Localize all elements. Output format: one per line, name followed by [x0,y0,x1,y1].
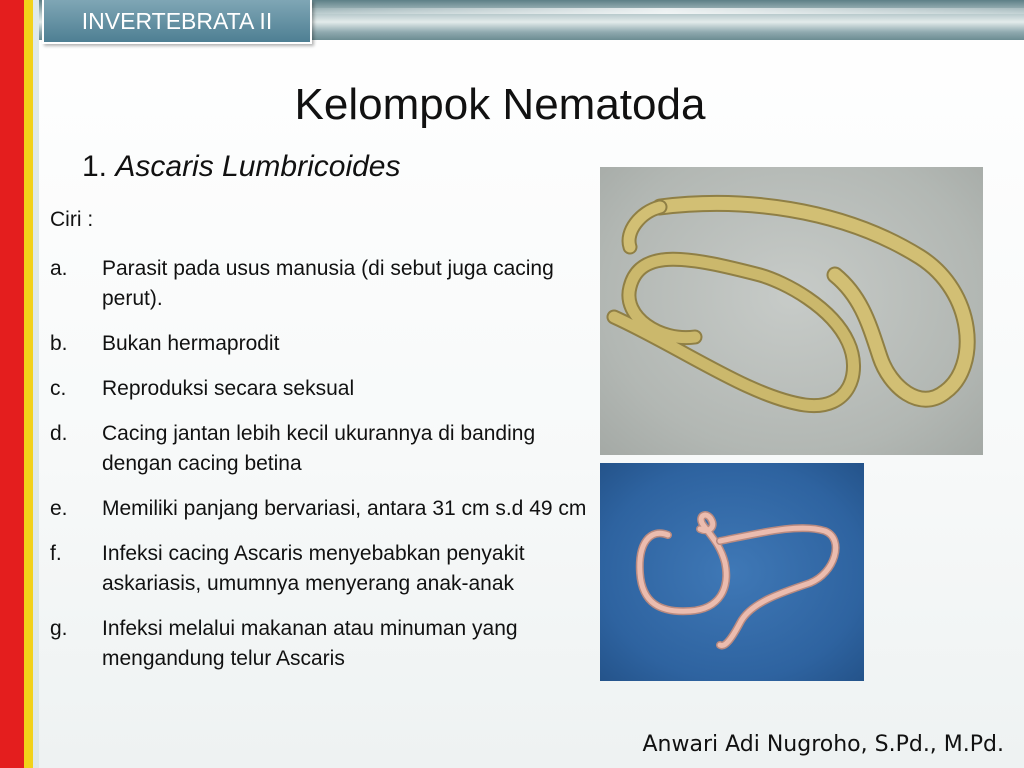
list-item [50,419,590,479]
list-item [50,329,590,359]
yellow-worm-illustration [600,167,983,455]
list-item-text: Infeksi melalui makanan atau minuman yang mengandung telur Ascaris [102,617,518,670]
list-item-text: Reproduksi secara seksual [102,377,355,400]
list-item-marker: b. [50,332,68,355]
list-item-marker: d. [50,422,68,445]
left-yellow-stripe [24,0,33,768]
list-item [50,254,590,314]
list-item-text: Infeksi cacing Ascaris menyebabkan penyakit askariasis, umumnya menyerang anak-anak [102,542,525,595]
list-item-marker: c. [50,377,67,400]
slide-title: Kelompok Nematoda [294,80,706,129]
ascaris-worm-photo-gray [600,167,983,455]
subtitle-species-name: Ascaris Lumbricoides [115,150,401,183]
top-header-highlight [310,8,1024,14]
left-teal-stripe [33,0,39,768]
ascaris-worm-photo-blue [600,463,864,681]
list-item-text: Bukan hermaprodit [102,332,280,355]
slide-subtitle [82,150,400,184]
subtitle-number: 1. [82,150,108,183]
characteristics-list [50,254,590,689]
list-item-marker: f. [50,542,62,565]
list-item-text: Memiliki panjang bervariasi, antara 31 cm s.d 49 cm [102,497,587,520]
pink-worm-illustration [600,463,864,681]
list-item [50,614,590,674]
list-item-marker: a. [50,257,68,280]
list-item [50,494,590,524]
list-item-marker: g. [50,617,68,640]
list-item-marker: e. [50,497,68,520]
author-credit: Anwari Adi Nugroho, S.Pd., M.Pd. [642,732,1004,757]
list-item [50,374,590,404]
course-tab-label: INVERTEBRATA II [42,0,312,44]
list-item [50,539,590,599]
left-red-stripe [0,0,24,768]
list-item-text: Parasit pada usus manusia (di sebut juga cacing perut). [102,257,554,310]
ciri-label: Ciri : [50,208,94,231]
list-item-text: Cacing jantan lebih kecil ukurannya di banding dengan cacing betina [102,422,536,475]
